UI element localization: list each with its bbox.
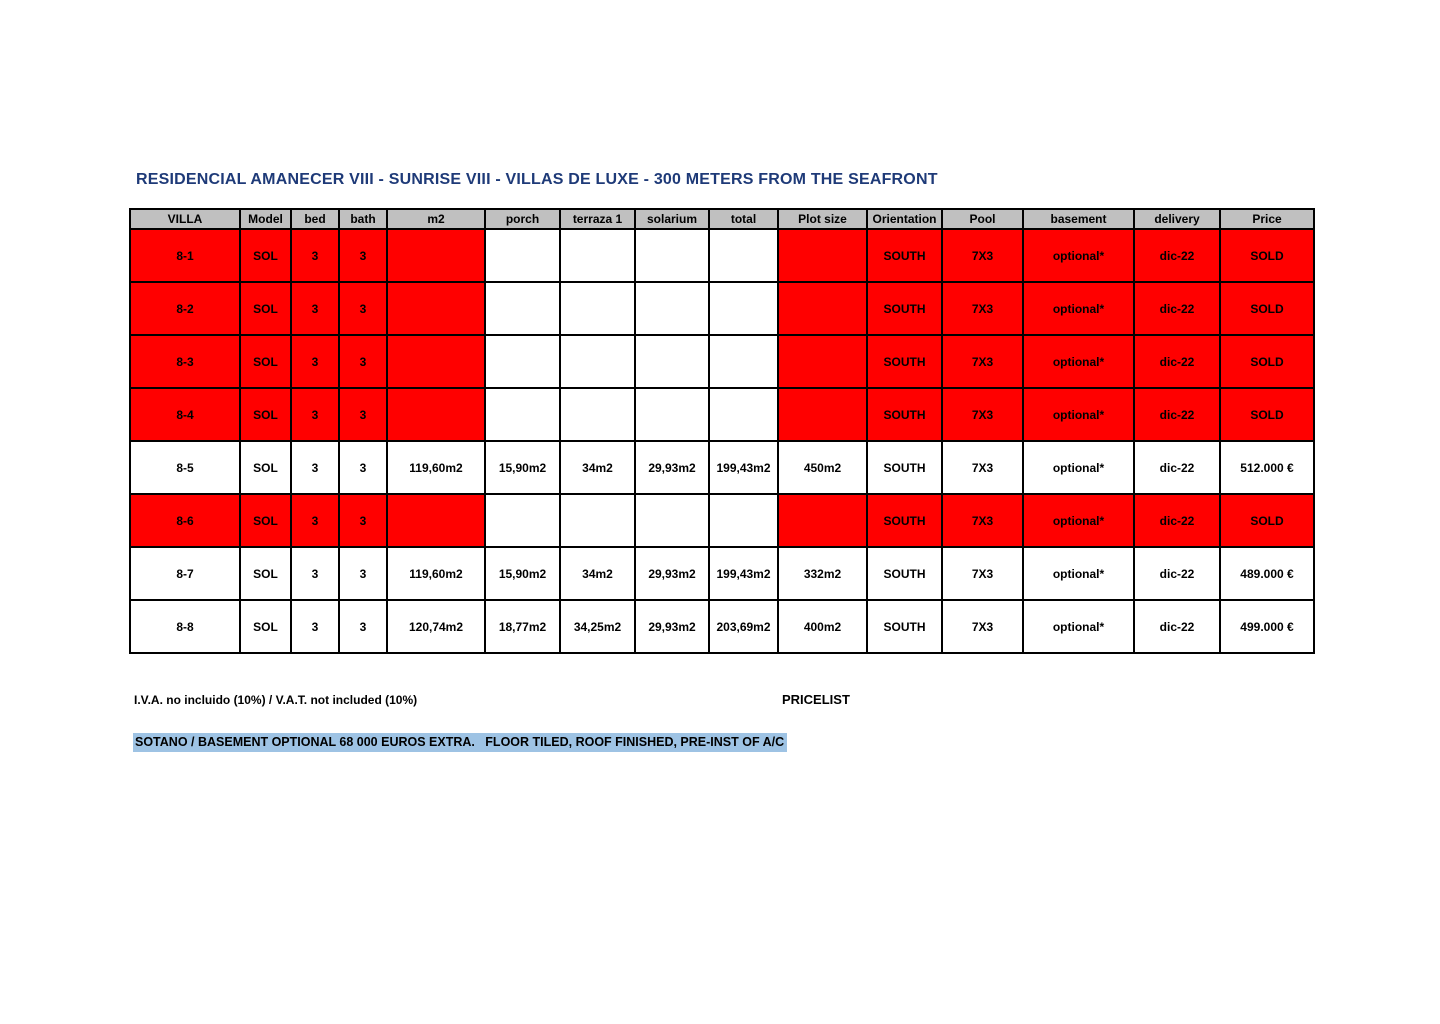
- table-cell: 29,93m2: [635, 600, 709, 653]
- table-cell: [387, 494, 485, 547]
- column-header-basement: basement: [1023, 209, 1134, 229]
- table-cell: 3: [339, 494, 387, 547]
- table-cell: [560, 229, 635, 282]
- table-cell: 7X3: [942, 547, 1023, 600]
- column-header-price: Price: [1220, 209, 1314, 229]
- table-cell: [485, 229, 560, 282]
- table-cell: SOL: [240, 494, 291, 547]
- table-cell: 7X3: [942, 229, 1023, 282]
- table-cell: [635, 494, 709, 547]
- table-cell: optional*: [1023, 600, 1134, 653]
- table-cell: 7X3: [942, 600, 1023, 653]
- column-header-delivery: delivery: [1134, 209, 1220, 229]
- table-cell: 7X3: [942, 282, 1023, 335]
- table-cell: SOL: [240, 388, 291, 441]
- table-cell: 8-3: [130, 335, 240, 388]
- pricelist-table: [129, 208, 1315, 654]
- table-cell: SOL: [240, 600, 291, 653]
- table-row-8-5: [130, 441, 1314, 494]
- table-cell: SOUTH: [867, 229, 942, 282]
- table-cell: 3: [339, 600, 387, 653]
- table-cell: optional*: [1023, 547, 1134, 600]
- table-cell: SOUTH: [867, 547, 942, 600]
- table-cell: 120,74m2: [387, 600, 485, 653]
- table-cell: dic-22: [1134, 229, 1220, 282]
- table-cell: 8-2: [130, 282, 240, 335]
- table-cell: dic-22: [1134, 388, 1220, 441]
- table-cell: 3: [291, 547, 339, 600]
- page-title: RESIDENCIAL AMANECER VIII - SUNRISE VIII - VILLAS DE LUXE - 300 METERS FROM THE SEAFRONT: [136, 171, 938, 188]
- table-cell: 7X3: [942, 388, 1023, 441]
- table-cell: SOL: [240, 229, 291, 282]
- column-header-porch: porch: [485, 209, 560, 229]
- table-cell: [485, 282, 560, 335]
- table-cell: 199,43m2: [709, 441, 778, 494]
- table-cell: [485, 494, 560, 547]
- table-cell: SOUTH: [867, 335, 942, 388]
- table-cell: 7X3: [942, 441, 1023, 494]
- table-cell: 34m2: [560, 547, 635, 600]
- table-cell: [387, 229, 485, 282]
- table-cell: SOLD: [1220, 388, 1314, 441]
- table-cell: SOUTH: [867, 282, 942, 335]
- header-row: [130, 209, 1314, 229]
- column-header-bath: bath: [339, 209, 387, 229]
- table-cell: 489.000 €: [1220, 547, 1314, 600]
- table-cell: [709, 494, 778, 547]
- table-row-8-1: [130, 229, 1314, 282]
- table-cell: [778, 494, 867, 547]
- table-cell: 7X3: [942, 335, 1023, 388]
- table-cell: [387, 335, 485, 388]
- table-cell: 34m2: [560, 441, 635, 494]
- table-cell: [387, 388, 485, 441]
- table-cell: 8-8: [130, 600, 240, 653]
- table-cell: dic-22: [1134, 547, 1220, 600]
- table-cell: 3: [339, 547, 387, 600]
- table-cell: dic-22: [1134, 335, 1220, 388]
- table-cell: [560, 282, 635, 335]
- table-cell: SOL: [240, 547, 291, 600]
- table-cell: 400m2: [778, 600, 867, 653]
- column-header-total: total: [709, 209, 778, 229]
- table-cell: 3: [291, 229, 339, 282]
- table-cell: SOLD: [1220, 335, 1314, 388]
- table-cell: SOUTH: [867, 494, 942, 547]
- table-cell: 3: [291, 335, 339, 388]
- table-cell: 3: [339, 388, 387, 441]
- column-header-orientation: Orientation: [867, 209, 942, 229]
- table-cell: SOLD: [1220, 229, 1314, 282]
- table-cell: [778, 282, 867, 335]
- table-cell: 119,60m2: [387, 547, 485, 600]
- table-cell: 3: [291, 441, 339, 494]
- table-row-8-6: [130, 494, 1314, 547]
- table-cell: dic-22: [1134, 600, 1220, 653]
- column-header-pool: Pool: [942, 209, 1023, 229]
- table-cell: [635, 229, 709, 282]
- table-cell: [635, 388, 709, 441]
- table-cell: 8-7: [130, 547, 240, 600]
- column-header-terraza1: terraza 1: [560, 209, 635, 229]
- table-cell: 3: [291, 282, 339, 335]
- table-cell: SOUTH: [867, 441, 942, 494]
- column-header-m2: m2: [387, 209, 485, 229]
- table-cell: 8-4: [130, 388, 240, 441]
- table-cell: 512.000 €: [1220, 441, 1314, 494]
- table-cell: 3: [291, 600, 339, 653]
- table-cell: 7X3: [942, 494, 1023, 547]
- basement-note: SOTANO / BASEMENT OPTIONAL 68 000 EUROS EXTRA. FLOOR TILED, ROOF FINISHED, PRE-INST OF A/C: [133, 733, 787, 752]
- table-cell: SOUTH: [867, 388, 942, 441]
- table-cell: optional*: [1023, 441, 1134, 494]
- table-cell: [635, 335, 709, 388]
- table-row-8-4: [130, 388, 1314, 441]
- table-cell: 203,69m2: [709, 600, 778, 653]
- table-cell: SOL: [240, 335, 291, 388]
- table-cell: [387, 282, 485, 335]
- table-cell: [709, 335, 778, 388]
- table-cell: 332m2: [778, 547, 867, 600]
- pricelist-label: PRICELIST: [782, 692, 850, 707]
- table-cell: SOL: [240, 441, 291, 494]
- table-cell: 3: [291, 388, 339, 441]
- table-row-8-7: [130, 547, 1314, 600]
- column-header-plot-size: Plot size: [778, 209, 867, 229]
- table-cell: 8-5: [130, 441, 240, 494]
- column-header-model: Model: [240, 209, 291, 229]
- table-cell: dic-22: [1134, 282, 1220, 335]
- table-cell: [560, 494, 635, 547]
- table-row-8-3: [130, 335, 1314, 388]
- table-cell: [709, 282, 778, 335]
- table-cell: 15,90m2: [485, 547, 560, 600]
- table-cell: 3: [291, 494, 339, 547]
- table-cell: SOUTH: [867, 600, 942, 653]
- table-row-8-8: [130, 600, 1314, 653]
- table-cell: 34,25m2: [560, 600, 635, 653]
- table-cell: SOLD: [1220, 282, 1314, 335]
- table-cell: optional*: [1023, 494, 1134, 547]
- table-cell: [778, 229, 867, 282]
- vat-note: I.V.A. no incluido (10%) / V.A.T. not included (10%): [134, 693, 418, 707]
- column-header-villa: VILLA: [130, 209, 240, 229]
- table-cell: dic-22: [1134, 441, 1220, 494]
- table-cell: optional*: [1023, 388, 1134, 441]
- table-cell: 3: [339, 335, 387, 388]
- table-cell: 499.000 €: [1220, 600, 1314, 653]
- table-cell: 15,90m2: [485, 441, 560, 494]
- table-cell: 18,77m2: [485, 600, 560, 653]
- table-cell: 3: [339, 441, 387, 494]
- table-cell: dic-22: [1134, 494, 1220, 547]
- table-cell: [635, 282, 709, 335]
- table-cell: [485, 388, 560, 441]
- table-cell: optional*: [1023, 335, 1134, 388]
- table-cell: 8-6: [130, 494, 240, 547]
- table-cell: 119,60m2: [387, 441, 485, 494]
- table-cell: SOL: [240, 282, 291, 335]
- table-cell: [709, 229, 778, 282]
- table-cell: 29,93m2: [635, 547, 709, 600]
- table-cell: 199,43m2: [709, 547, 778, 600]
- table-cell: 3: [339, 229, 387, 282]
- table-cell: 450m2: [778, 441, 867, 494]
- table-cell: [560, 335, 635, 388]
- table-cell: optional*: [1023, 282, 1134, 335]
- column-header-solarium: solarium: [635, 209, 709, 229]
- table-cell: 8-1: [130, 229, 240, 282]
- column-header-bed: bed: [291, 209, 339, 229]
- table-cell: [560, 388, 635, 441]
- table-cell: 29,93m2: [635, 441, 709, 494]
- table-cell: [778, 388, 867, 441]
- table-cell: optional*: [1023, 229, 1134, 282]
- table-row-8-2: [130, 282, 1314, 335]
- table-cell: [709, 388, 778, 441]
- table-cell: SOLD: [1220, 494, 1314, 547]
- table-cell: 3: [339, 282, 387, 335]
- table-cell: [778, 335, 867, 388]
- table-cell: [485, 335, 560, 388]
